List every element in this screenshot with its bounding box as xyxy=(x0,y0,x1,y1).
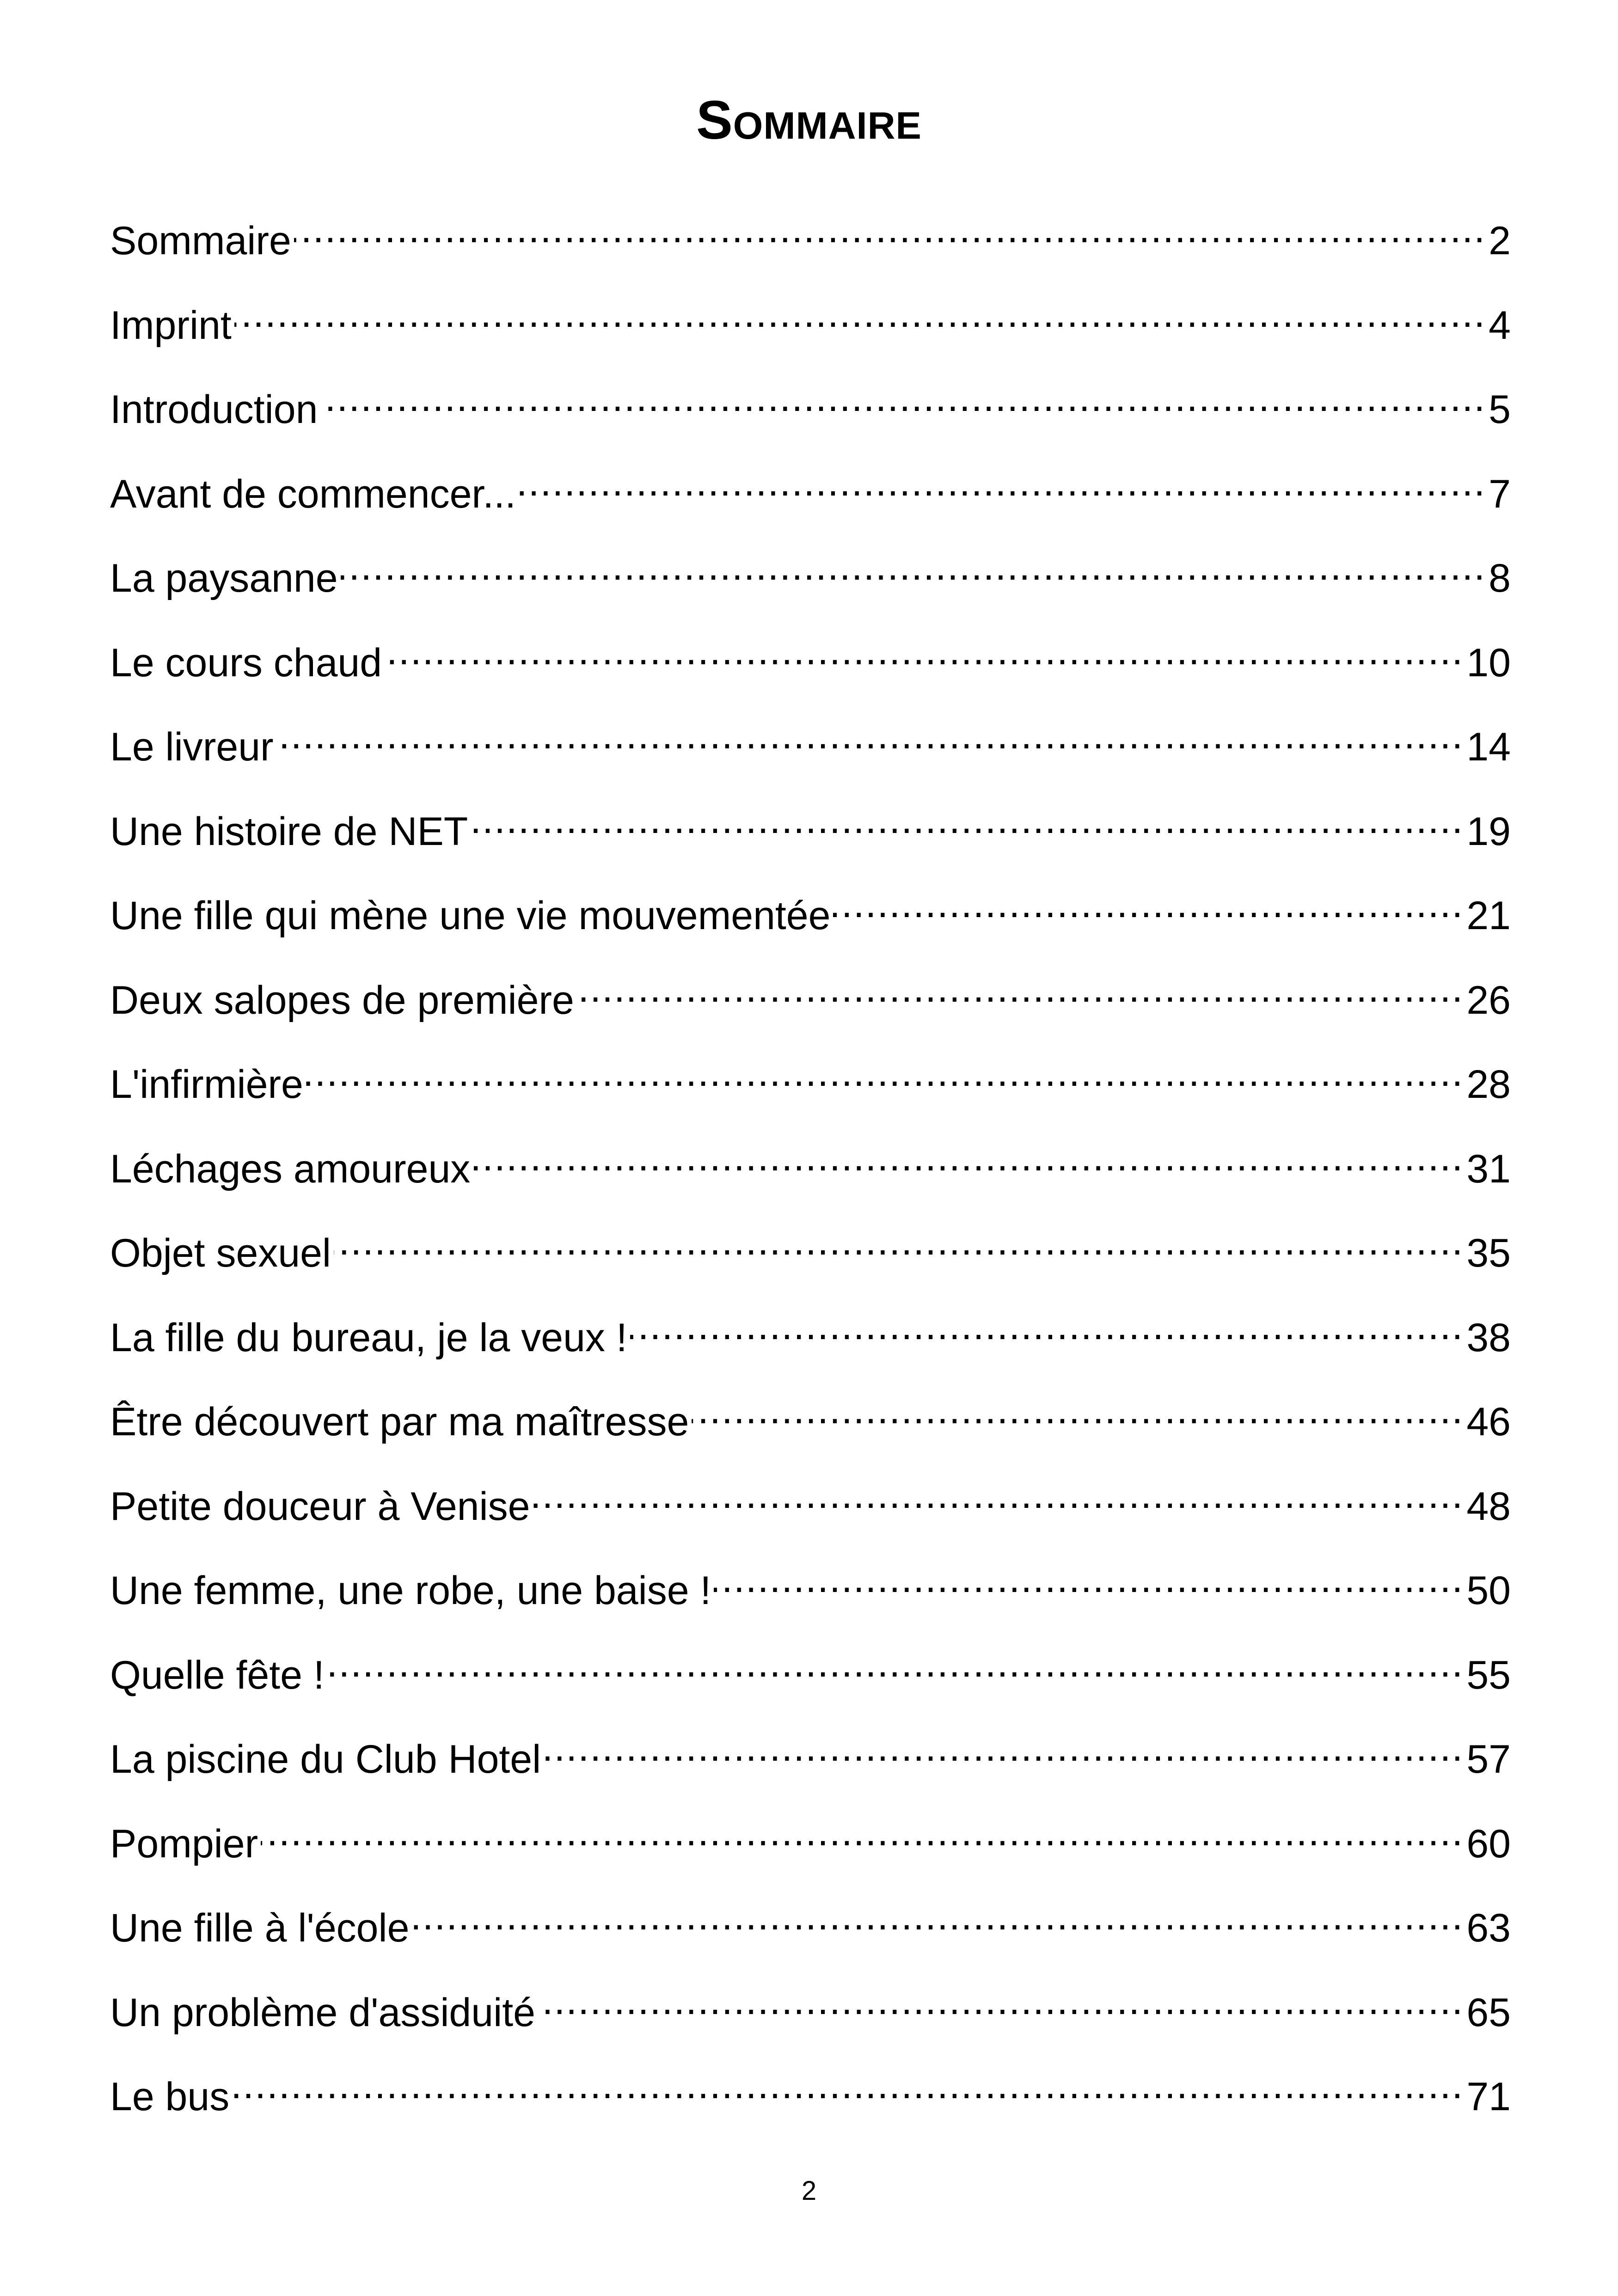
toc-entry-title: Être découvert par ma maîtresse xyxy=(110,1400,689,1444)
toc-entry-title: La piscine du Club Hotel xyxy=(110,1737,541,1782)
toc-entry-title: Objet sexuel xyxy=(110,1231,331,1275)
toc-entry-page: 31 xyxy=(1466,1146,1511,1191)
toc-entry-page: 50 xyxy=(1466,1568,1511,1613)
toc-dot-leader xyxy=(327,1638,1464,1689)
page-title xyxy=(0,88,1618,153)
toc-entry[interactable] xyxy=(110,1975,1511,2060)
toc-entry[interactable] xyxy=(110,1132,1511,1216)
toc-entry[interactable] xyxy=(110,963,1511,1047)
toc-entry-page: 8 xyxy=(1489,556,1511,600)
toc-dot-leader xyxy=(334,1216,1464,1267)
toc-entry[interactable] xyxy=(110,541,1511,625)
toc-entry[interactable] xyxy=(110,1638,1511,1722)
toc-entry[interactable] xyxy=(110,1469,1511,1554)
toc-entry[interactable] xyxy=(110,1722,1511,1806)
toc-dot-leader xyxy=(412,1891,1464,1941)
toc-entry-page: 5 xyxy=(1489,387,1511,432)
toc-entry-title: Introduction xyxy=(110,387,318,432)
toc-entry[interactable] xyxy=(110,794,1511,879)
toc-entry[interactable] xyxy=(110,288,1511,373)
page-title-text: Sommaire xyxy=(696,90,922,151)
toc-entry-title: La fille du bureau, je la veux ! xyxy=(110,1315,627,1360)
toc-entry-page: 38 xyxy=(1466,1315,1511,1360)
toc-dot-leader xyxy=(577,963,1464,1014)
toc-dot-leader xyxy=(385,625,1464,676)
toc-entry-page: 46 xyxy=(1466,1400,1511,1444)
toc-entry[interactable] xyxy=(110,203,1511,288)
toc-dot-leader xyxy=(234,288,1486,339)
toc-entry-title: Le livreur xyxy=(110,725,274,769)
toc-dot-leader xyxy=(833,878,1464,929)
toc-entry-page: 28 xyxy=(1466,1062,1511,1107)
toc-entry[interactable] xyxy=(110,1047,1511,1132)
toc-entry-page: 21 xyxy=(1466,894,1511,938)
toc-dot-leader xyxy=(630,1300,1464,1351)
toc-entry[interactable] xyxy=(110,372,1511,457)
toc-entry-page: 71 xyxy=(1466,2075,1511,2119)
toc-entry-title: Imprint xyxy=(110,303,232,348)
toc-entry-page: 60 xyxy=(1466,1821,1511,1866)
toc-entry-title: L'infirmière xyxy=(110,1062,303,1107)
toc-dot-leader xyxy=(232,2059,1464,2110)
toc-dot-leader xyxy=(471,794,1464,845)
toc-dot-leader xyxy=(538,1975,1464,2026)
table-of-contents xyxy=(110,203,1511,2144)
toc-entry[interactable] xyxy=(110,878,1511,963)
toc-entry[interactable] xyxy=(110,2059,1511,2144)
toc-entry-title: Le bus xyxy=(110,2075,230,2119)
toc-entry[interactable] xyxy=(110,1216,1511,1300)
toc-dot-leader xyxy=(341,541,1486,592)
toc-entry-title: Pompier xyxy=(110,1821,258,1866)
toc-dot-leader xyxy=(320,372,1486,423)
toc-entry-title: Le cours chaud xyxy=(110,640,382,685)
toc-entry-title: Léchages amoureux xyxy=(110,1146,471,1191)
toc-entry-title: Une histoire de NET xyxy=(110,809,468,854)
toc-dot-leader xyxy=(261,1806,1464,1857)
toc-dot-leader xyxy=(519,457,1486,508)
toc-entry[interactable] xyxy=(110,1553,1511,1638)
toc-entry-title: Une femme, une robe, une baise ! xyxy=(110,1568,711,1613)
toc-entry-page: 19 xyxy=(1466,809,1511,854)
toc-entry-title: La paysanne xyxy=(110,556,338,600)
toc-entry-title: Sommaire xyxy=(110,219,291,263)
toc-dot-leader xyxy=(473,1132,1464,1182)
toc-entry-title: Petite douceur à Venise xyxy=(110,1484,530,1529)
toc-entry-page: 63 xyxy=(1466,1906,1511,1950)
toc-dot-leader xyxy=(294,203,1486,254)
toc-entry[interactable] xyxy=(110,625,1511,710)
toc-entry-page: 2 xyxy=(1489,219,1511,263)
toc-entry-page: 55 xyxy=(1466,1653,1511,1697)
toc-dot-leader xyxy=(714,1553,1464,1604)
toc-dot-leader xyxy=(533,1469,1464,1520)
toc-entry[interactable] xyxy=(110,457,1511,541)
toc-entry-page: 14 xyxy=(1466,725,1511,769)
toc-dot-leader xyxy=(276,710,1464,760)
toc-entry-page: 35 xyxy=(1466,1231,1511,1275)
toc-entry-title: Un problème d'assiduité xyxy=(110,1990,535,2035)
toc-entry[interactable] xyxy=(110,1806,1511,1891)
toc-entry-page: 65 xyxy=(1466,1990,1511,2035)
toc-entry[interactable] xyxy=(110,1891,1511,1975)
toc-entry-page: 57 xyxy=(1466,1737,1511,1782)
toc-entry-page: 7 xyxy=(1489,471,1511,516)
toc-entry-title: Avant de commencer... xyxy=(110,471,516,516)
page-number: 2 xyxy=(801,2176,817,2206)
toc-dot-leader xyxy=(692,1384,1464,1435)
toc-dot-leader xyxy=(544,1722,1464,1773)
toc-entry-title: Deux salopes de première xyxy=(110,978,574,1022)
toc-entry[interactable] xyxy=(110,1300,1511,1385)
toc-entry-page: 4 xyxy=(1489,303,1511,348)
toc-entry-page: 26 xyxy=(1466,978,1511,1022)
toc-entry-title: Une fille qui mène une vie mouvementée xyxy=(110,894,831,938)
toc-entry-page: 48 xyxy=(1466,1484,1511,1529)
toc-entry-page: 10 xyxy=(1466,640,1511,685)
toc-entry-title: Quelle fête ! xyxy=(110,1653,325,1697)
toc-entry[interactable] xyxy=(110,710,1511,794)
toc-entry-title: Une fille à l'école xyxy=(110,1906,410,1950)
toc-dot-leader xyxy=(306,1047,1464,1098)
toc-entry[interactable] xyxy=(110,1384,1511,1469)
